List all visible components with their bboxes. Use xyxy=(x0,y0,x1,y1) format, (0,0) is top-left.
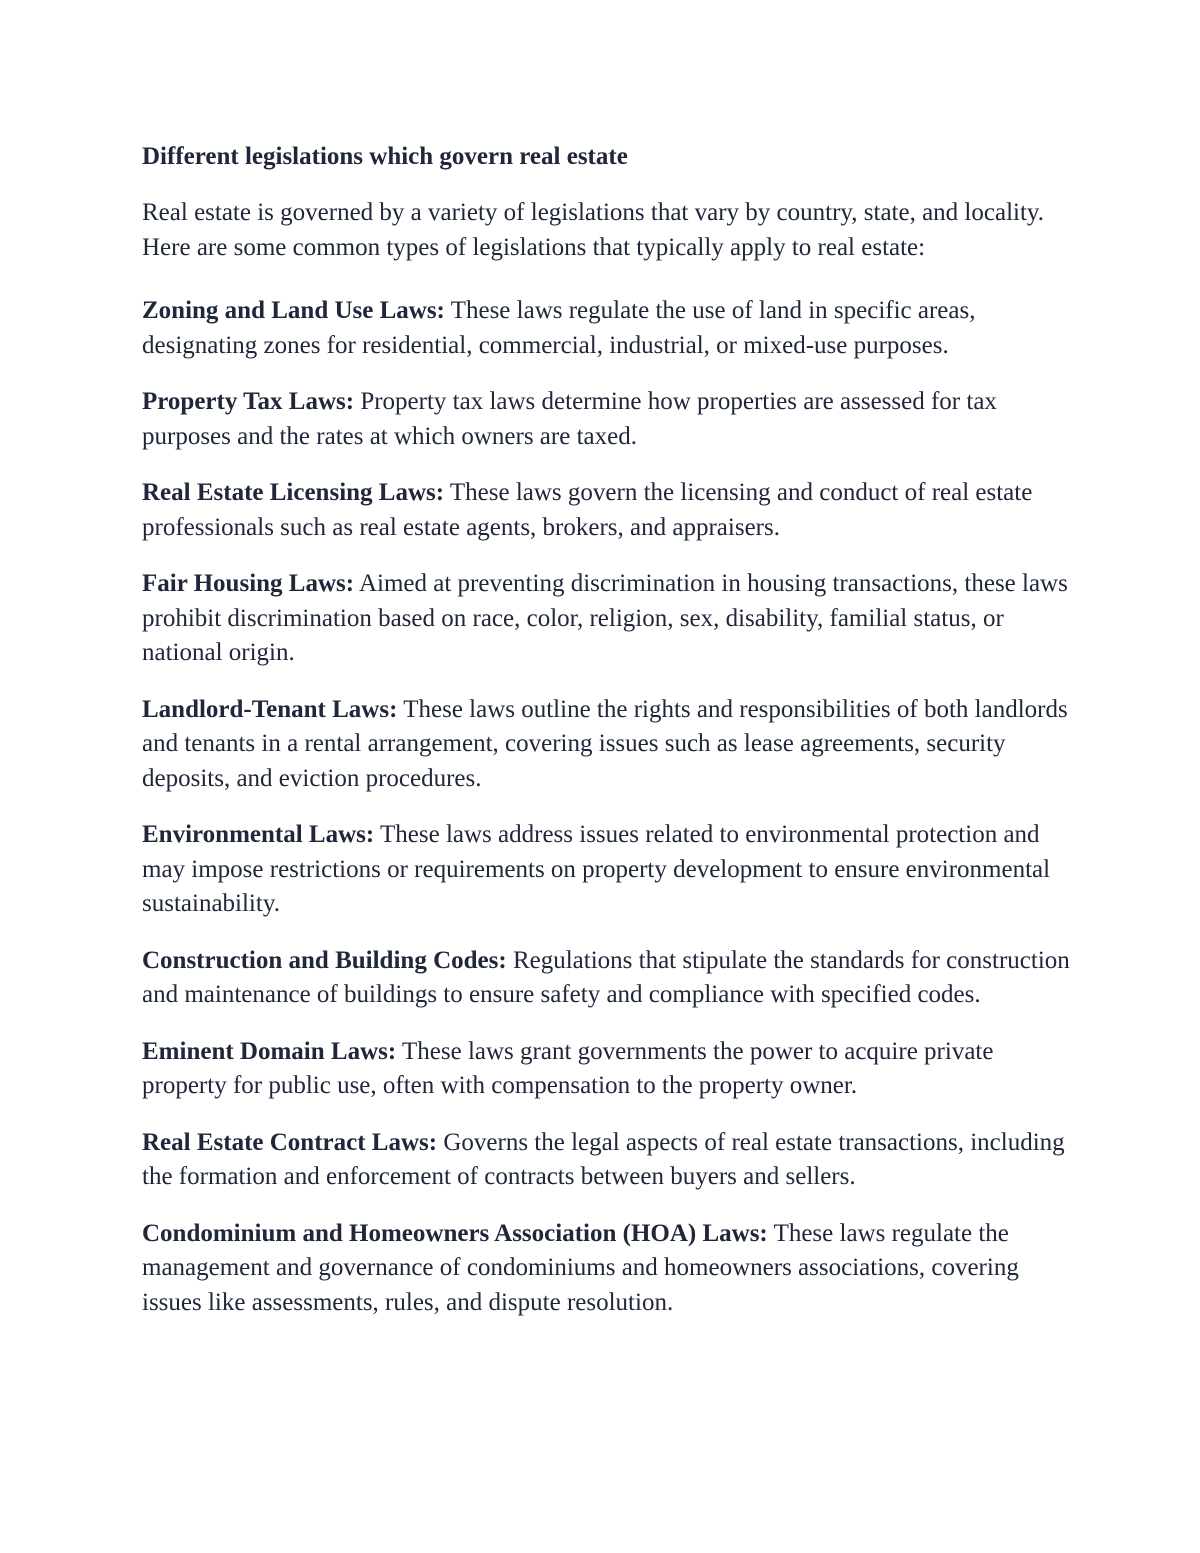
law-paragraph-contract xyxy=(142,1126,1072,1195)
law-description: These laws address issues related to environmental protection and may impose restrictions or requirements on property development to ensure environmental sustainability. xyxy=(142,821,1051,917)
law-paragraph-fair-housing xyxy=(142,567,1072,671)
law-term: Landlord-Tenant Laws: xyxy=(142,695,398,723)
law-term: Zoning and Land Use Laws: xyxy=(142,297,445,324)
law-paragraph-building-codes xyxy=(142,944,1072,1013)
law-term: Environmental Laws: xyxy=(142,821,375,848)
law-description: These laws outline the rights and responsibilities of both landlords and tenants in a rental arrangement, covering issues such as lease agreements, security deposits, and eviction procedures. xyxy=(142,695,1068,792)
law-description: These laws regulate the management and governance of condominiums and homeowners associations, covering issues like assessments, rules, and dispute resolution. xyxy=(142,1219,1019,1316)
law-term: Fair Housing Laws: xyxy=(142,570,355,597)
law-description: Property tax laws determine how properties are assessed for tax purposes and the rates at which owners are taxed. xyxy=(142,388,997,450)
document-page xyxy=(142,140,1072,1342)
law-paragraph-licensing xyxy=(142,476,1072,545)
law-term: Construction and Building Codes: xyxy=(142,946,507,974)
law-description: Governs the legal aspects of real estate transactions, including the formation and enforcement of contracts between buyers and sellers. xyxy=(142,1128,1065,1190)
law-term: Real Estate Contract Laws: xyxy=(142,1128,438,1156)
law-description: These laws grant governments the power to acquire private property for public use, often with compensation to the property owner. xyxy=(142,1037,994,1099)
document-title: Different legislations which govern real estate xyxy=(142,143,628,170)
law-description: Aimed at preventing discrimination in housing transactions, these laws prohibit discrimination based on race, color, religion, sex, disability, familial status, or national origin. xyxy=(142,570,1068,666)
law-term: Eminent Domain Laws: xyxy=(142,1037,397,1065)
law-paragraph-zoning xyxy=(142,294,1072,363)
law-paragraph-hoa xyxy=(142,1217,1072,1321)
law-description: These laws govern the licensing and conduct of real estate professionals such as real estate agents, brokers, and appraisers. xyxy=(142,479,1033,541)
law-term: Property Tax Laws: xyxy=(142,388,355,415)
law-term: Real Estate Licensing Laws: xyxy=(142,479,445,506)
law-term: Condominium and Homeowners Association (HOA) Laws: xyxy=(142,1219,768,1247)
intro-paragraph: Real estate is governed by a variety of legislations that vary by country, state, and locality. Here are some common types of legislations that typically apply to real estate: xyxy=(142,199,1045,261)
law-paragraph-eminent-domain xyxy=(142,1035,1072,1104)
law-description: Regulations that stipulate the standards for construction and maintenance of buildings to ensure safety and compliance with specified codes. xyxy=(142,946,1070,1008)
law-paragraph-landlord-tenant xyxy=(142,693,1072,797)
law-paragraph-property-tax xyxy=(142,385,1072,454)
law-description: These laws regulate the use of land in specific areas, designating zones for residential, commercial, industrial, or mixed-use purposes. xyxy=(142,297,976,359)
law-paragraph-environmental xyxy=(142,818,1072,922)
